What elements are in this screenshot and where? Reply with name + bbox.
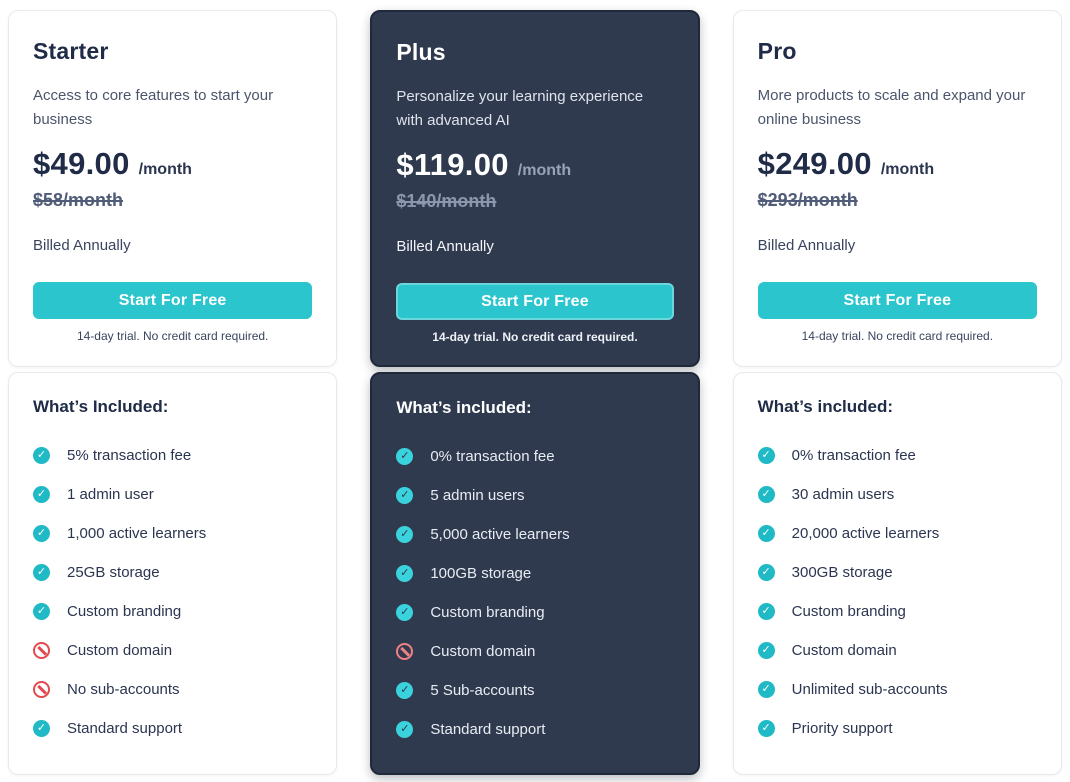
included-heading: What’s included: (757, 397, 894, 416)
check-icon: ✓ (396, 565, 413, 582)
feature-label: Custom domain (67, 642, 173, 659)
feature-row (396, 721, 673, 738)
feature-label: Unlimited sub-accounts (791, 681, 948, 698)
feature-row (396, 604, 673, 621)
start-for-free-button[interactable]: Start For Free (396, 283, 673, 320)
check-icon: ✓ (396, 604, 413, 621)
check-icon: ✓ (758, 681, 775, 698)
billing-note: Billed Annually (757, 237, 856, 254)
check-icon: ✓ (758, 564, 775, 581)
feature-label: Custom domain (430, 643, 536, 660)
feature-label: 300GB storage (791, 564, 893, 581)
trial-note: 14-day trial. No credit card required. (801, 329, 994, 343)
plan-price: $249.00 (757, 146, 872, 181)
price-period: /month (880, 161, 935, 178)
feature-row (396, 682, 673, 699)
feature-label: 1 admin user (67, 486, 154, 503)
check-icon: ✓ (396, 721, 413, 738)
check-icon: ✓ (396, 448, 413, 465)
feature-row (33, 720, 312, 737)
check-icon: ✓ (33, 447, 50, 464)
start-for-free-button[interactable]: Start For Free (758, 282, 1037, 319)
feature-label: 0% transaction fee (430, 448, 555, 465)
feature-label: 5 Sub-accounts (430, 682, 535, 699)
plan-card-plus (370, 10, 699, 367)
check-icon: ✓ (758, 720, 775, 737)
feature-row (758, 525, 1037, 542)
plan-card-pro (733, 10, 1062, 367)
ban-icon (33, 681, 50, 698)
feature-row (758, 447, 1037, 464)
old-price: $140/month (396, 191, 497, 211)
start-for-free-button[interactable]: Start For Free (33, 282, 312, 319)
feature-row (758, 603, 1037, 620)
trial-note: 14-day trial. No credit card required. (76, 329, 269, 343)
check-icon: ✓ (758, 525, 775, 542)
feature-label: Custom branding (430, 604, 545, 621)
ban-icon (396, 643, 413, 660)
feature-row (396, 487, 673, 504)
plan-column-plus (370, 10, 699, 775)
check-icon: ✓ (396, 526, 413, 543)
check-icon: ✓ (758, 447, 775, 464)
price-row (33, 146, 312, 182)
billing-note: Billed Annually (33, 237, 131, 254)
feature-list (758, 447, 1037, 737)
feature-label: 5% transaction fee (67, 447, 192, 464)
feature-label: 20,000 active learners (791, 525, 940, 542)
feature-row (396, 643, 673, 660)
feature-row (33, 486, 312, 503)
feature-row (33, 603, 312, 620)
price-row (758, 146, 1037, 182)
plan-price: $49.00 (33, 146, 130, 181)
check-icon: ✓ (396, 487, 413, 504)
feature-row (758, 564, 1037, 581)
feature-label: Priority support (791, 720, 893, 737)
feature-row (396, 448, 673, 465)
feature-list (396, 448, 673, 738)
check-icon: ✓ (33, 603, 50, 620)
feature-row (396, 526, 673, 543)
feature-label: 0% transaction fee (791, 447, 916, 464)
included-heading: What’s Included: (33, 397, 169, 416)
check-icon: ✓ (33, 564, 50, 581)
feature-row (396, 565, 673, 582)
feature-label: 5 admin users (430, 487, 525, 504)
feature-row (33, 564, 312, 581)
feature-label: 100GB storage (430, 565, 532, 582)
features-card-starter (8, 372, 337, 775)
feature-label: 5,000 active learners (430, 526, 570, 543)
feature-row (33, 447, 312, 464)
check-icon: ✓ (33, 525, 50, 542)
check-icon: ✓ (758, 642, 775, 659)
included-heading: What’s included: (396, 398, 532, 417)
feature-label: 1,000 active learners (67, 525, 207, 542)
feature-row (758, 720, 1037, 737)
plan-description: Access to core features to start your business (33, 87, 274, 128)
plan-name: Starter (33, 38, 109, 64)
feature-row (758, 681, 1037, 698)
plan-card-starter (8, 10, 337, 367)
plan-name: Pro (757, 38, 797, 64)
feature-row (33, 681, 312, 698)
ban-icon (33, 642, 50, 659)
plan-description: More products to scale and expand your online business (757, 87, 1026, 128)
plan-price: $119.00 (396, 147, 509, 182)
check-icon: ✓ (33, 486, 50, 503)
feature-label: Custom domain (791, 642, 897, 659)
features-card-pro (733, 372, 1062, 775)
billing-note: Billed Annually (396, 238, 494, 255)
check-icon: ✓ (758, 486, 775, 503)
feature-label: Standard support (430, 721, 546, 738)
feature-label: 25GB storage (67, 564, 160, 581)
old-price: $58/month (33, 190, 124, 210)
plan-description: Personalize your learning experience with advanced AI (396, 88, 644, 129)
feature-label: Custom branding (791, 603, 906, 620)
feature-label: Standard support (67, 720, 183, 737)
feature-row (758, 642, 1037, 659)
feature-list (33, 447, 312, 737)
old-price: $293/month (757, 190, 858, 210)
price-period: /month (517, 162, 572, 179)
feature-row (758, 486, 1037, 503)
feature-row (33, 642, 312, 659)
feature-label: No sub-accounts (67, 681, 180, 698)
check-icon: ✓ (33, 720, 50, 737)
plan-column-pro (733, 10, 1062, 775)
features-card-plus (370, 372, 699, 775)
check-icon: ✓ (396, 682, 413, 699)
price-row (396, 147, 673, 183)
trial-note: 14-day trial. No credit card required. (432, 330, 638, 344)
price-period: /month (138, 161, 192, 178)
feature-label: Custom branding (67, 603, 182, 620)
check-icon: ✓ (758, 603, 775, 620)
plan-column-starter (8, 10, 337, 775)
feature-row (33, 525, 312, 542)
plan-name: Plus (396, 39, 446, 65)
feature-label: 30 admin users (791, 486, 895, 503)
